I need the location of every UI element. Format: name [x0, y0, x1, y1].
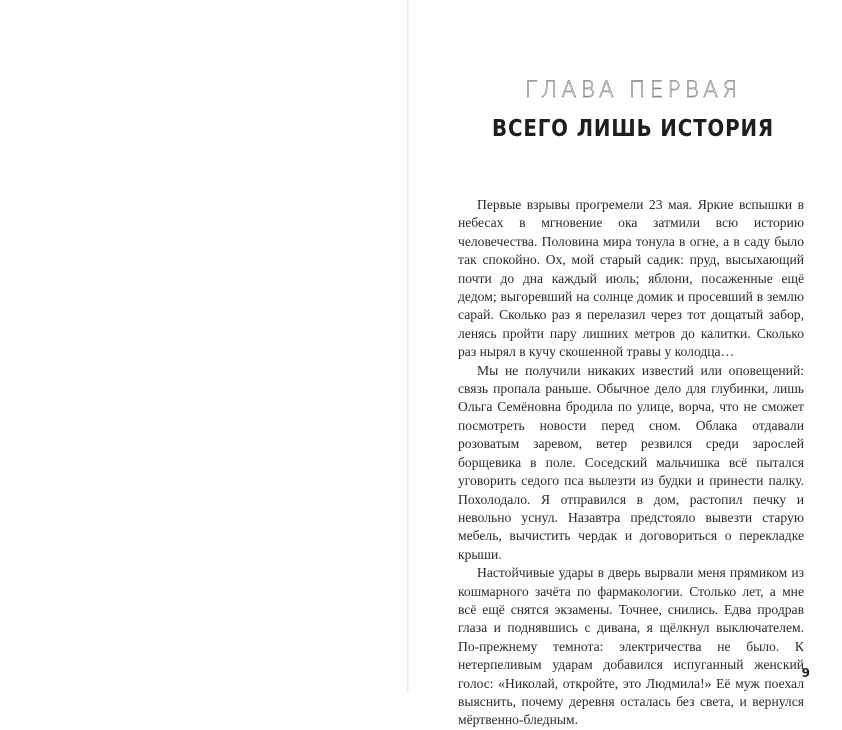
- paragraph: Мы не получили никаких известий или оповещений: связь пропала раньше. Обычное дело для глубинки, лишь Ольга Семёновна бродила по улице, ворча, что не сможет посмотреть новости перед сном. Облака отдавали розоватым заревом, ветер резвился среди зарослей борщевика в поле. Соседский мальчишка всё пытался уговорить седого пса вылезти из будки и принести палку. Похолодало. Я отправился в дом, растопил печку и невольно уснул. Назавтра предстояло вывезти старую мебель, вычистить чердак и договориться о перекладке крыши.: [458, 362, 804, 562]
- paragraph: Первые взрывы прогремели 23 мая. Яркие вспышки в небесах в мгновение ока затмили всю историю человечества. Половина мира тонула в огне, а в саду было так спокойно. Ох, мой старый садик: пруд, высыхающий почти до дна каждый июль; яблони, посаженные ещё дедом; выгоревший на солнце домик и просевший в землю сарай. Сколько раз я перелазил через тот дощатый забор, ленясь пройти пару лишних метров до калитки. Сколько раз нырял в кучу скошенной травы у колодца…: [458, 197, 804, 360]
- chapter-title: ВСЕГО ЛИШЬ ИСТОРИЯ: [492, 116, 774, 142]
- body-text: [458, 196, 804, 730]
- page-number: 9: [801, 666, 810, 680]
- left-page-blank: [0, 0, 408, 692]
- paragraph: Настойчивые удары в дверь вырвали меня прямиком из кошмарного зачёта по фармакологии. Столько лет, а мне всё ещё снятся экзамены. Точнее, снились. Едва продрав глаза и поднявшись с дивана, я щёлкнул выключателем. По-прежнему темнота: электричества не было. К нетерпеливым ударам добавился испуганный женский голос: «Николай, откройте, это Людмила!» Её муж поехал выяснить, почему деревня осталась без света, и вернулся мёртвенно-бледным.: [458, 565, 804, 728]
- chapter-number-heading: ГЛАВА ПЕРВАЯ: [524, 78, 742, 103]
